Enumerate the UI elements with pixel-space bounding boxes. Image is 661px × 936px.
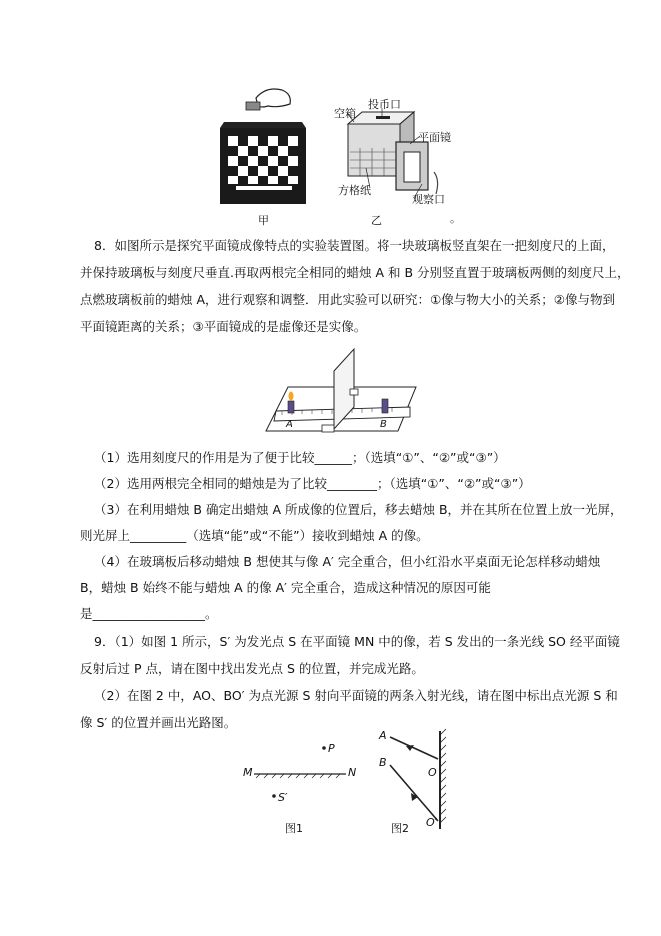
- figure-jia-caption: 甲: [258, 214, 269, 227]
- q8-sub-3: （3）在利用蜡烛 B 确定出蜡烛 A 所成像的位置后，移去蜡烛 B，并在其所在位置上放一光屏，: [94, 502, 623, 517]
- q8-sub-1: （1）选用刻度尺的作用是为了便于比较______；（选填“①”、“②”或“③”）: [94, 450, 506, 465]
- figure-jia: [218, 84, 308, 209]
- q9-line-3: （2）在图 2 中，AO、BO′ 为点光源 S 射向平面镜的两条入射光线，请在图中标出点光源 S 和: [94, 688, 618, 703]
- fig2-label-o: O: [428, 766, 437, 779]
- fig2-label-b: B: [379, 756, 387, 769]
- q8-sub-4: （4）在玻璃板后移动蜡烛 B 想使其与像 A′ 完全重合，但小红沿水平桌面无论怎样移动蜡烛: [94, 554, 601, 569]
- candle-a-label: A: [286, 419, 293, 430]
- fig1-label-s-prime: S′: [278, 791, 288, 804]
- q8-line-1: 8．如图所示是探究平面镜成像特点的实验装置图。将一块玻璃板竖直架在一把刻度尺的上面，: [94, 238, 615, 253]
- q9-line-2: 反射后过 P 点，请在图中找出发光点 S 的位置，并完成光路。: [80, 661, 424, 676]
- candle-b-label: B: [380, 419, 387, 430]
- fig1-label-p: P: [328, 742, 335, 755]
- fig2-label-o-prime: O′: [426, 816, 438, 829]
- fig2-caption: 图2: [391, 822, 409, 835]
- trailing-period: 。: [450, 212, 461, 225]
- q8-line-4: 平面镜距离的关系；③平面镜成的是虚像还是实像。: [80, 319, 367, 334]
- figure-1-mirror-mn: [240, 740, 360, 810]
- q8-sub-4b: B，蜡烛 B 始终不能与蜡烛 A 的像 A′ 完全重合，造成这种情况的原因可能: [80, 580, 491, 595]
- label-coin-slot: 投币口: [368, 98, 401, 111]
- fig1-label-m: M: [243, 766, 253, 779]
- q9-line-1: 9．（1）如图 1 所示，S′ 为发光点 S 在平面镜 MN 中的像，若 S 发出的一条光线 SO 经平面镜: [94, 634, 620, 649]
- fig1-label-n: N: [348, 766, 357, 779]
- q9-line-4: 像 S′ 的位置并画出光路图。: [80, 715, 237, 730]
- figure-2-rays: [374, 725, 464, 835]
- fig2-label-a: A: [379, 729, 387, 742]
- label-grid-paper: 方格纸: [338, 184, 371, 197]
- figure-yi-caption: 乙: [371, 214, 382, 227]
- q8-line-3: 点燃玻璃板前的蜡烛 A，进行观察和调整．用此实验可以研究：①像与物大小的关系；②像与物到: [80, 292, 615, 307]
- q8-sub-2: （2）选用两根完全相同的蜡烛是为了比较________；（选填“①”、“②”或“③”）: [94, 476, 531, 491]
- q8-sub-3b: 则光屏上_________（选填“能”或“不能”）接收到蜡烛 A 的像。: [80, 528, 429, 543]
- label-observation-window: 观察口: [412, 193, 445, 206]
- q8-line-2: 并保持玻璃板与刻度尺垂直.再取两根完全相同的蜡烛 A 和 B 分别竖直置于玻璃板两侧的刻度尺上，: [80, 265, 630, 280]
- label-empty-box: 空箱: [334, 107, 356, 120]
- fig1-caption: 图1: [285, 822, 303, 835]
- q8-sub-4c: 是__________________。: [80, 606, 218, 621]
- label-plane-mirror: 平面镜: [418, 131, 451, 144]
